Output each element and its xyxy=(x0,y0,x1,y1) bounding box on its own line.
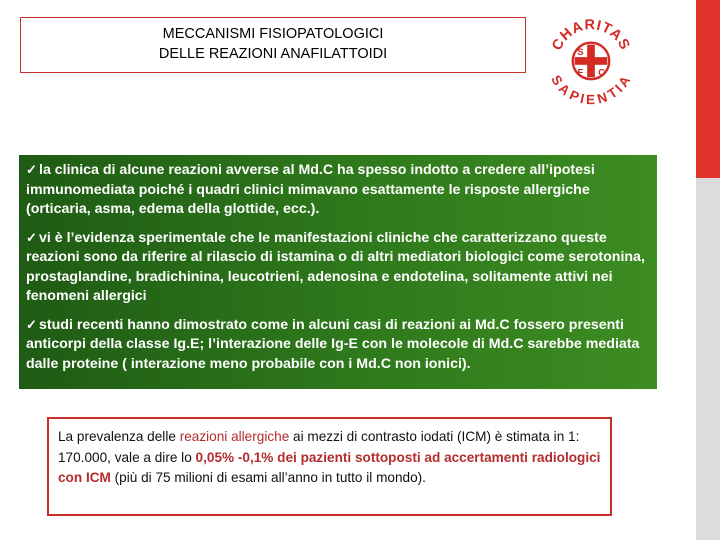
check-icon: ✓ xyxy=(26,229,37,245)
prevalence-note xyxy=(47,417,612,516)
bullet-text: vi è l’evidenza sperimentale che le manifestazioni cliniche che caratterizzano queste reazioni sono da riferire al rilascio di istamina o di altri mediatori biologici come serotonina, prostaglandine, bradichinina, leucotrieni, adenosina e endotelina, solitamente attivi nei fenomeni allergici xyxy=(26,229,645,304)
logo-letter-c: C xyxy=(598,67,606,79)
charitas-sapientia-logo xyxy=(543,12,639,108)
logo-top-text: CHARITAS xyxy=(549,17,633,54)
bullet-item xyxy=(26,315,647,375)
title-line-1: MECCANISMI FISIOPATOLOGICI xyxy=(162,26,384,42)
note-text-2: ai mezzi di contrasto iodati (ICM) è stimata in 1: 170.000, vale a dire lo xyxy=(58,429,580,465)
note-highlight-allergic: reazioni allergiche xyxy=(179,429,290,444)
slide-title xyxy=(20,17,526,73)
decorative-side-bar xyxy=(696,0,720,540)
logo-letter-f: F xyxy=(577,67,584,79)
bullet-text: studi recenti hanno dimostrato come in alcuni casi di reazioni ai Md.C fossero presenti anticorpi della classe Ig.E; l’interazione delle Ig-E con le molecole di Md.C sarebbe mediata dalle proteine ( interazione meno probabile con i Md.C non ionici). xyxy=(26,316,640,372)
logo-bottom-text: SAPIENTIA xyxy=(548,72,634,108)
svg-text:SAPIENTIA xyxy=(548,73,634,108)
bullet-text: la clinica di alcune reazioni avverse al Md.C ha spesso indotto a credere all’ipotesi immunomediata poiché i quadri clinici mimavano esattamente le risposte allergiche (orticaria, asma, edema della glottide, ecc.). xyxy=(26,162,595,217)
note-text-3: (più di 75 milioni di esami all’anno in tutto il mondo). xyxy=(110,470,426,485)
title-line-2: DELLE REAZIONI ANAFILATTOIDI xyxy=(158,46,388,62)
logo-letter-s: S xyxy=(577,47,584,59)
check-icon: ✓ xyxy=(26,162,37,177)
note-text-1: La prevalenza delle xyxy=(58,429,180,444)
check-icon: ✓ xyxy=(26,316,37,332)
green-content-panel xyxy=(19,155,657,389)
bullet-item xyxy=(26,160,647,220)
note-highlight-percentage: 0,05% -0,1% dei pazienti sottoposti ad accertamenti radiologici con ICM xyxy=(58,449,601,485)
bullet-item xyxy=(26,228,647,307)
